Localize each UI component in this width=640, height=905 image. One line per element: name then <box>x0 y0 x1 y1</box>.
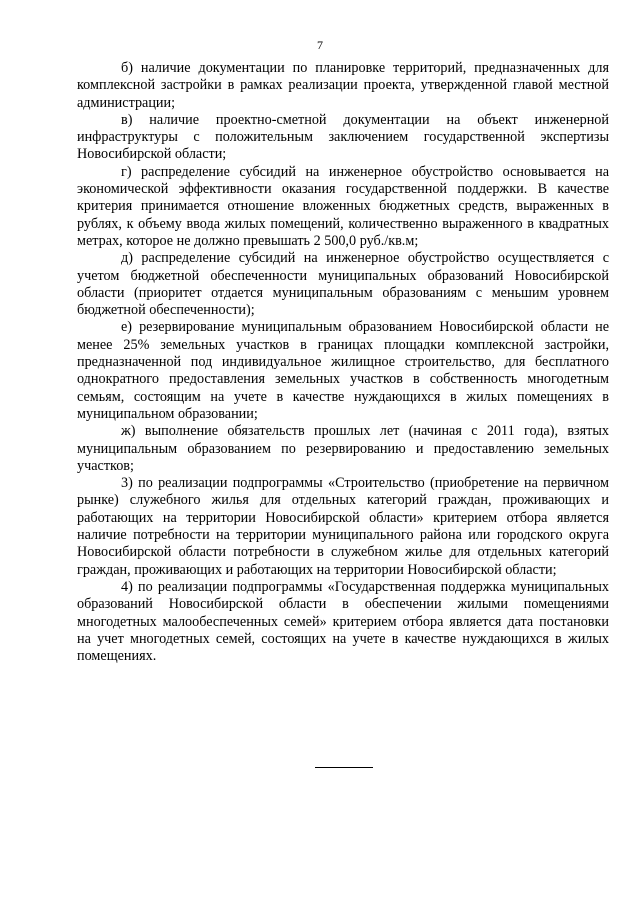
paragraph-zh: ж) выполнение обязательств прошлых лет (начиная с 2011 года), взятых муниципальным образованием по резервированию и предоставлению земельных участков; <box>77 423 609 474</box>
paragraph-4: 4) по реализации подпрограммы «Государственная поддержка муниципальных образований Новосибирской области в обеспечении жилыми помещениями многодетных малообеспеченных семей» критерием отбора является дата постановки на учет многодетных семей, состоящих на учете в качестве нуждающихся в жилых помещениях. <box>77 578 609 665</box>
page-number: 7 <box>317 38 323 52</box>
paragraph-3: 3) по реализации подпрограммы «Строительство (приобретение на первичном рынке) служебного жилья для отдельных категорий граждан, проживающих и работающих на территории Новосибирской области» критерием отбора является наличие потребности на территории муниципального района или городского округа Новосибирской области потребности в служебном жилье для отдельных категорий граждан, проживающих и работающих на территории Новосибирской области; <box>77 475 609 578</box>
paragraph-b: б) наличие документации по планировке территорий, предназначенных для комплексной застройки в рамках реализации проекта, утвержденной главой местной администрации; <box>77 60 609 111</box>
paragraph-g: г) распределение субсидий на инженерное обустройство основывается на экономической эффективности оказания государственной поддержки. В качестве критерия принимается отношение вложенных бюджетных средств, выраженных в рублях, к объему ввода жилых помещений, количественно выраженного в квадратных метрах, которое не должно превышать 2 500,0 руб./кв.м; <box>77 163 609 249</box>
paragraph-e: е) резервирование муниципальным образованием Новосибирской области не менее 25% земельных участков в границах площадки комплексной застройки, предназначенной под индивидуальное жилищное строительство, для бесплатного однократного предоставления земельных участков в собственность многодетным семьям, состоящим на учете в качестве нуждающихся в жилых помещениях в муниципальном образовании; <box>77 319 609 422</box>
paragraph-d: д) распределение субсидий на инженерное обустройство осуществляется с учетом бюджетной обеспеченности муниципальных образований Новосибирской области (приоритет отдается муниципальным образованиям с меньшим уровнем бюджетной обеспеченности); <box>77 250 609 319</box>
end-separator-line <box>315 767 373 768</box>
paragraph-v: в) наличие проектно-сметной документации на объект инженерной инфраструктуры с положительным заключением государственной экспертизы Новосибирской области; <box>77 111 609 163</box>
document-body <box>77 60 609 665</box>
